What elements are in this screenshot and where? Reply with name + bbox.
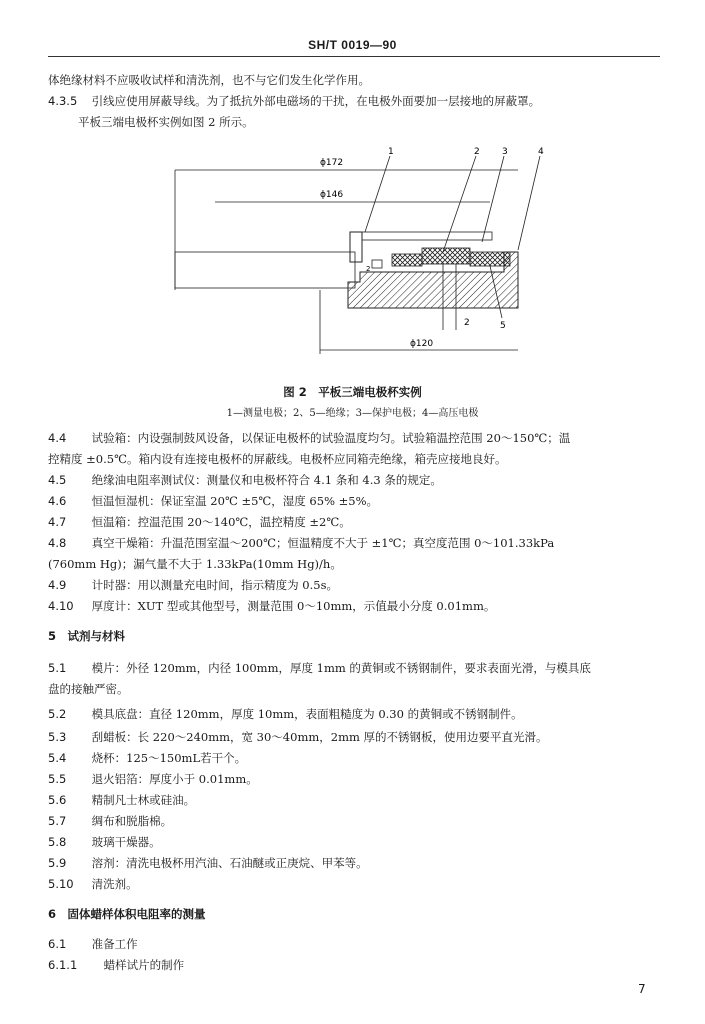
clause-text: 恒温恒湿机：保证室温 20℃ ±5℃，湿度 65% ±5%。: [91, 494, 379, 508]
clause-text: 清洗剂。: [91, 877, 138, 891]
clause-text: 控精度 ±0.5℃。箱内设有连接电极杯的屏蔽线。电极杯应同箱壳绝缘，箱壳应接地良好。: [48, 452, 507, 466]
clause-line: [48, 660, 591, 676]
terminal: [372, 260, 382, 268]
label-2: 2: [474, 147, 480, 157]
insulation-2: [392, 254, 422, 266]
paragraph-line: [48, 93, 540, 109]
dim-146: ϕ146: [320, 190, 344, 200]
dim-120: ϕ120: [410, 339, 434, 349]
clause-line: [48, 493, 378, 509]
paragraph-text: 平板三端电极杯实例如图 2 所示。: [78, 115, 254, 129]
clause-number: 4.5: [48, 473, 67, 487]
clause-number: 4.4: [48, 431, 67, 445]
clause-line: [48, 577, 338, 593]
clause-number: 5.3: [48, 730, 67, 744]
paragraph-text: 引线应使用屏蔽导线。为了抵抗外部电磁场的干扰，在电极外面要加一层接地的屏蔽罩。: [91, 94, 541, 108]
clause-line: [48, 472, 442, 488]
clause-line: [48, 792, 195, 808]
clause-line: [48, 681, 129, 697]
clause-number: 6.1.1: [48, 958, 78, 972]
label-gap-2: 2: [464, 318, 470, 328]
clause-number: 5.5: [48, 772, 67, 786]
figure-title: 图 2 平板三端电极杯实例: [283, 385, 422, 399]
clause-text: 溶剂：清洗电极杯用汽油、石油醚或正庚烷、甲苯等。: [91, 856, 368, 870]
clause-text: (760mm Hg)；漏气量不大于 1.33kPa(10mm Hg)/h。: [48, 557, 342, 571]
clause-text: 绸布和脱脂棉。: [91, 814, 173, 828]
clause-number: 5.1: [48, 661, 67, 675]
clause-number: 5.4: [48, 751, 67, 765]
clause-line: [48, 813, 172, 829]
clause-line: [48, 514, 351, 530]
dim-172: ϕ172: [320, 158, 344, 168]
clause-text: 真空干燥箱：升温范围室温～200℃；恒温精度不大于 ±1℃；真空度范围 0～101.33kPa: [91, 536, 555, 550]
paragraph-line: [78, 114, 254, 130]
clause-text: 盘的接触严密。: [48, 682, 129, 696]
leader-line: [482, 156, 504, 242]
clause-line: [48, 750, 246, 766]
clause-number: 4.9: [48, 578, 67, 592]
clause-line: [48, 430, 570, 446]
clause-number: 4.3.5: [48, 94, 78, 108]
clause-line: [48, 855, 368, 871]
clause-text: 烧杯：125～150mL若干个。: [91, 751, 247, 765]
paragraph-line: [48, 72, 370, 88]
clause-text: 试验箱：内设强制鼓风设备，以保证电极杯的试验温度均匀。试验箱温控范围 20～150℃；温: [91, 431, 571, 445]
clause-line: [48, 936, 138, 952]
paragraph-text: 体绝缘材料不应吸收试样和清洗剂，也不与它们发生化学作用。: [48, 73, 370, 87]
clause-text: 精制凡士林或硅油。: [91, 793, 196, 807]
clause-number: 4.8: [48, 536, 67, 550]
cup-body-outline: [175, 252, 355, 288]
clause-line: [48, 834, 161, 850]
clause-line: [48, 535, 554, 551]
section-heading: 5 试剂与材料: [48, 629, 126, 643]
clause-text: 退火铝箔：厚度小于 0.01mm。: [91, 772, 258, 786]
guard-electrode: [422, 248, 470, 264]
clause-text: 恒温箱：控温范围 20～140℃，温控精度 ±2℃。: [91, 515, 351, 529]
clause-number: 4.10: [48, 599, 74, 613]
clause-line: [48, 771, 258, 787]
figure-legend: 1—测量电极；2、5—绝缘；3—保护电极；4—高压电极: [226, 408, 479, 419]
clause-line: [48, 729, 548, 745]
clause-text: 准备工作: [91, 937, 138, 951]
cup-rim: [362, 232, 492, 240]
clause-line: [48, 451, 506, 467]
page-header: SH/T 0019—90: [308, 38, 397, 52]
clause-number: 6.1: [48, 937, 67, 951]
label-5: 5: [500, 321, 506, 331]
gap-label: 2: [366, 265, 371, 273]
clause-text: 蜡样试片的制作: [103, 958, 185, 972]
clause-line: [48, 706, 523, 722]
clause-number: 5.2: [48, 707, 67, 721]
clause-text: 计时器：用以测量充电时间，指示精度为 0.5s。: [91, 578, 338, 592]
clause-number: 5.7: [48, 814, 67, 828]
clause-line: [48, 598, 495, 614]
clause-text: 绝缘油电阻率测试仪：测量仪和电极杯符合 4.1 条和 4.3 条的规定。: [91, 473, 442, 487]
measure-electrode: [350, 232, 362, 262]
label-1: 1: [388, 147, 394, 157]
clause-number: 4.6: [48, 494, 67, 508]
clause-line: [48, 876, 138, 892]
clause-number: 5.10: [48, 877, 74, 891]
clause-text: 模具底盘：直径 120mm，厚度 10mm，表面粗糙度为 0.30 的黄铜或不锈钢制件。: [91, 707, 523, 721]
clause-number: 5.9: [48, 856, 67, 870]
header-rule: [48, 56, 660, 57]
clause-line: [48, 556, 342, 572]
leader-line: [365, 156, 390, 232]
clause-number: 5.6: [48, 793, 67, 807]
leader-line: [518, 156, 540, 250]
page-number: 7: [638, 982, 646, 996]
clause-number: 5.8: [48, 835, 67, 849]
electrode-cup-diagram: [160, 140, 560, 370]
clause-text: 厚度计：XUT 型或其他型号，测量范围 0～10mm，示值最小分度 0.01mm。: [91, 599, 496, 613]
label-3: 3: [502, 147, 508, 157]
clause-line: [48, 957, 184, 973]
clause-text: 模片：外径 120mm，内径 100mm，厚度 1mm 的黄铜或不锈钢制件，要求表面光滑，与模具底: [91, 661, 591, 675]
label-4: 4: [538, 147, 544, 157]
section-heading: 6 固体蜡样体积电阻率的测量: [48, 907, 206, 921]
clause-text: 玻璃干燥器。: [91, 835, 161, 849]
clause-text: 刮蜡板：长 220～240mm，宽 30～40mm，2mm 厚的不锈钢板，使用边要平直光滑。: [91, 730, 548, 744]
clause-number: 4.7: [48, 515, 67, 529]
